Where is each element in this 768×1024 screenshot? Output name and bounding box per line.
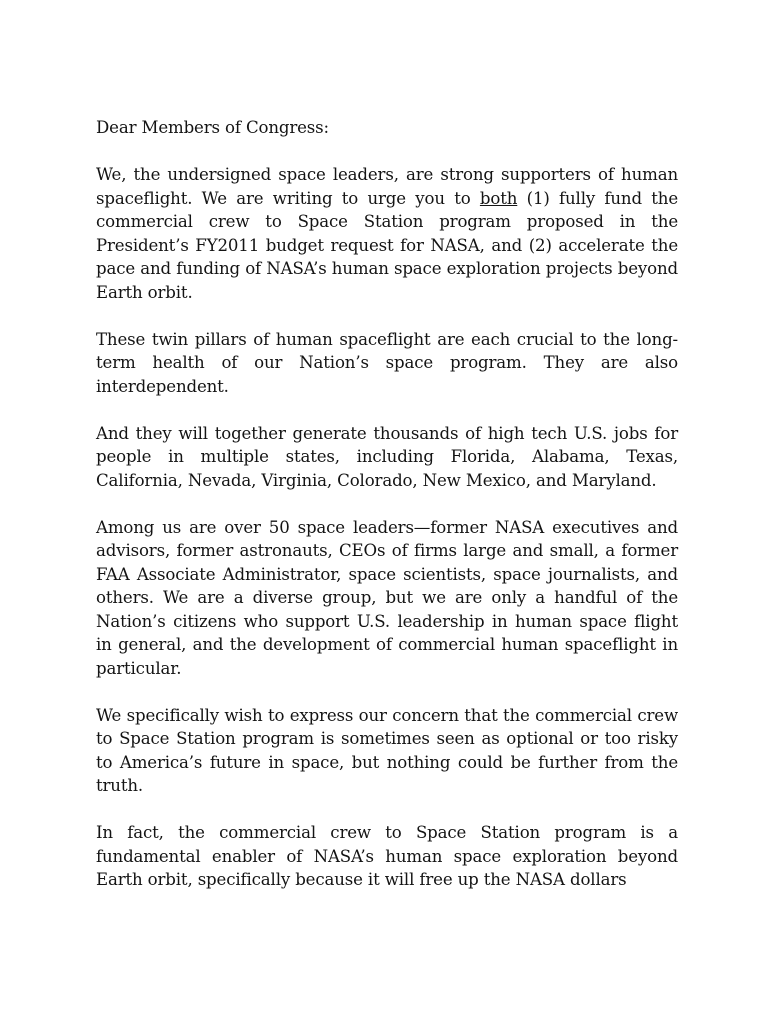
paragraph-1 bbox=[96, 163, 678, 304]
paragraph-1-text-end: (1) fully fund the commercial crew to Space Station program proposed in the President’s FY2011 budget request for NASA, and (2) accelerate the pace and funding of NASA’s human space exploration projects beyond Earth orbit. bbox=[96, 188, 678, 302]
paragraph-3: And they will together generate thousands of high tech U.S. jobs for people in multiple states, including Florida, Alabama, Texas, California, Nevada, Virginia, Colorado, New Mexico, and Maryland. bbox=[96, 423, 678, 490]
salutation: Dear Members of Congress: bbox=[96, 118, 329, 137]
paragraph-1-text-start: We, the undersigned space leaders, are strong supporters of human spaceflight. We are writing to urge you to bbox=[96, 165, 678, 208]
paragraph-4: Among us are over 50 space leaders—former NASA executives and advisors, former astronauts, CEOs of firms large and small, a former FAA Associate Administrator, space scientists, space journalists, and others. We are a diverse group, but we are only a handful of the Nation’s citizens who support U.S. leadership in human space flight in general, and the development of commercial human spaceflight in particular. bbox=[96, 517, 678, 678]
letter-page bbox=[96, 116, 678, 892]
paragraph-6: In fact, the commercial crew to Space Station program is a fundamental enabler of NASA’s human space exploration beyond Earth orbit, specifically because it will free up the NASA dollars bbox=[96, 823, 678, 889]
paragraph-5: We specifically wish to express our concern that the commercial crew to Space Station program is sometimes seen as optional or too risky to America’s future in space, but nothing could be further from the truth. bbox=[96, 705, 678, 795]
emphasis-both: both bbox=[479, 188, 518, 208]
paragraph-2: These twin pillars of human spaceflight are each crucial to the long-term health of our Nation’s space program. They are also interdependent. bbox=[96, 329, 678, 396]
